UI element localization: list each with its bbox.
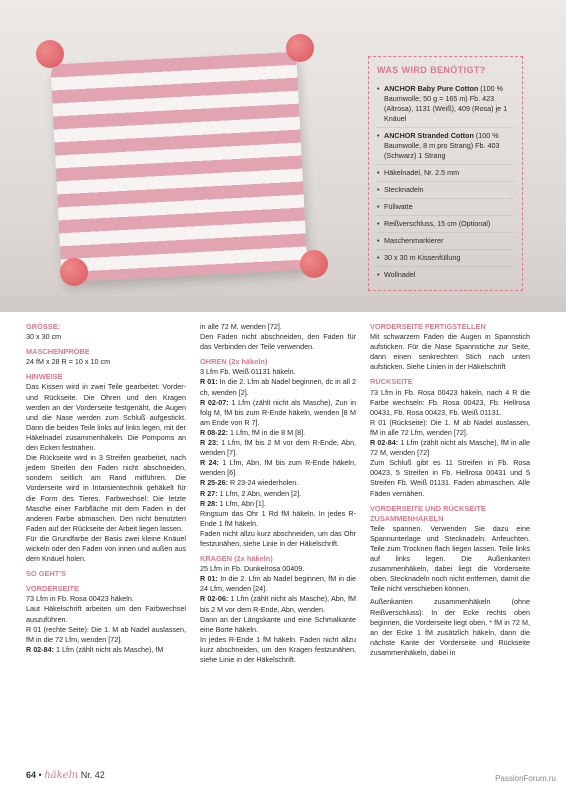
row-label: R 02-84:	[26, 644, 54, 654]
material-text: (100 % Baumwolle, 8 m pro Strang) Fb. 403 (Schwarz) 1 Strang	[384, 131, 500, 160]
front-heading: VORDERSEITE	[26, 584, 79, 594]
row-label: R 27:	[200, 488, 218, 498]
ears-row-3	[200, 428, 356, 438]
row-text: R 23-24 wiederholen.	[227, 478, 299, 488]
material-item	[377, 250, 514, 267]
size-text: 30 x 30 cm	[26, 332, 62, 342]
collar-text-2: Dann an der Längskante und eine Schmalkante eine Borte häkeln.	[200, 614, 356, 634]
gauge-heading: MASCHENPROBE	[26, 347, 90, 357]
row-text: 1 Lfm (zählt nicht als Masche), Abn, fM bis 2 M vor dem R-Ende, Abn, wenden.	[200, 594, 356, 614]
material-text: Wollnadel	[384, 270, 416, 279]
row-label: R 01:	[200, 574, 218, 584]
row-text: 1 Lfm, 2 Abn, wenden [2].	[217, 488, 302, 498]
collar-row-1	[200, 574, 356, 594]
material-item	[377, 267, 514, 283]
ears-row-1	[200, 377, 356, 397]
material-item	[377, 216, 514, 233]
collar-text-3: In jedes R-Ende 1 fM häkeln. Faden nicht allzu kurz abschneiden, um den Kragen festzunähen, siehe Linie in der Häkelschrift.	[200, 634, 356, 664]
row-label: R 02-07:	[200, 397, 229, 407]
row-label: R 24:	[200, 458, 219, 468]
howto-heading: SO GEHT'S	[26, 569, 66, 579]
pompom-top-right	[286, 34, 314, 62]
material-text: Häkelnadel, Nr. 2.5 mm	[384, 168, 460, 177]
notes-text-2: Die Rückseite wird in 3 Streifen gearbeitet, nach jedem Streifen den Faden nicht abschneiden, sondern seitlich am Rand mitführen. Die Vorderseite wird in Intarsientechnik gehäkelt für die Form des Tieres. Farbwechsel: Die letzte Masche einer Farbfläche mit dem Faden in der anderen Farbe abmaschen. Den nicht benutzten Faden auf der Rückseite der Arbeit liegen lassen.	[26, 453, 186, 533]
material-text: Maschenmarkierer	[384, 236, 444, 245]
finish-front-heading: VORDERSEITE FERTIGSTELLEN	[370, 322, 486, 331]
ears-text-1: 3 Lfm Fb. Weiß 01131 häkeln.	[200, 367, 296, 377]
material-text: 30 x 30 m Kissenfüllung	[384, 253, 461, 262]
row-text: 1 Lfm (zählt nicht als Masche), fM	[53, 644, 164, 654]
materials-list	[377, 81, 514, 283]
column-2	[200, 322, 356, 665]
ears-text-2: Ringsum das Ohr 1 Rd fM häkeln. In jedes R-Ende 1 fM häkeln.	[200, 508, 356, 528]
join-text-2: Außenkanten zusammenhäkeln (ohne Reißverschluss): In der Ecke rechts oben beginnen, die Vorderseite liegt oben, * fM in 72 M, an der Ecke 1 fM zusätzlich häkeln, dann die nächste Kante der Vorderseite und Rückseite zusammenhäkeln, dabei in	[370, 597, 530, 657]
notes-text-3: Für die Grundfarbe der Basis zwei kleine Knäuel wickeln oder den Faden von innen und außen aus dem Knäuel holen.	[26, 533, 186, 564]
material-item	[377, 233, 514, 250]
ears-row-4	[200, 438, 356, 458]
material-text: Stecknadeln	[384, 185, 424, 194]
ears-row-5	[200, 458, 356, 478]
ears-row-2	[200, 398, 356, 428]
row-text: 1 Lfm, fM bis 2 M vor dem R-Ende, Abn, wenden [7].	[200, 438, 356, 458]
row-label: R 02-84:	[370, 438, 399, 448]
row-label: R 08-22:	[200, 427, 228, 437]
materials-box	[368, 56, 523, 291]
row-text: 1 Lfm (zählt nicht als Masche), fM in alle 72 M, wenden [72]	[370, 438, 530, 458]
row-label: R 28:	[200, 498, 218, 508]
page-number: 64	[26, 770, 37, 780]
front-cont-1: in alle 72 M, wenden [72].	[200, 322, 282, 331]
row-text: 1 Lfm (zählt nicht als Masche), Zun in folg M, fM bis zum R-Ende häkeln, wenden [8 M am Ende von R 7].	[200, 397, 357, 427]
material-item	[377, 81, 514, 128]
material-item	[377, 199, 514, 216]
ears-row-6	[200, 478, 356, 488]
pompom-bottom-left	[60, 258, 88, 286]
page-footer	[26, 770, 105, 781]
front-text-2: Laut Häkelschrift arbeiten um den Farbwechsel auszuführen.	[26, 604, 186, 624]
ears-row-8	[200, 499, 356, 509]
notes-heading: HINWEISE	[26, 372, 63, 382]
magazine-brand: häkeln	[44, 770, 79, 781]
row-text: 1 Lfm, Abn [1].	[217, 498, 266, 508]
finish-front-text: Mit schwarzem Faden die Augen in Spannstich aufsticken. Für die Nase Spannstiche zur Seite, dann einen senkrechten Stich nach unten aufsticken. Siehe Linien in der Häkelschrift	[370, 332, 530, 372]
front-text-3: R 01 (rechte Seite): Die 1. M ab Nadel auslassen, fM in die 72 Lfm, wenden [72].	[26, 624, 186, 644]
front-text-1: 73 Lfm in Fb. Rosa 00423 häkeln.	[26, 594, 134, 604]
row-label: R 25-26:	[200, 478, 228, 488]
join-heading: VORDERSEITE UND RÜCKSEITE ZUSAMMENHÄKELN	[370, 503, 486, 523]
ears-heading: OHREN (2x häkeln)	[200, 357, 268, 367]
material-item	[377, 182, 514, 199]
collar-text-1: 25 Lfm in Fb. Dunkelrosa 00409.	[200, 564, 305, 574]
front-text-4	[26, 645, 186, 655]
column-1	[26, 322, 186, 655]
material-text: Reißverschluss, 15 cm (Optional)	[384, 219, 491, 228]
row-label: R 02-06:	[200, 594, 229, 604]
notes-text-1: Das Kissen wird in zwei Teile gearbeitet: Vorder- und Rückseite. Die Ohren und den Kragen werden an der Vorderseite festgenäht, die Augen und die Nase werden zum Schluß aufgestickt. Dann die beiden Teile links auf links legen, mit der Häkelnadel zusammenhäkeln. Die Pompoms an den Ecken festnähen.	[26, 382, 186, 453]
material-text: Füllwatte	[384, 202, 413, 211]
collar-row-2	[200, 594, 356, 614]
column-3	[370, 322, 530, 658]
row-text: 1 Lfm, Abn, fM bis zum R-Ende häkeln, wenden [6].	[200, 458, 356, 478]
pompom-top-left	[36, 40, 64, 68]
row-text: In die 2. Lfm ab Nadel beginnen, fM in die 24 Lfm, wenden [24].	[200, 574, 356, 594]
footer-separator: •	[38, 770, 42, 780]
ears-text-3: Faden nicht allzu kurz abschneiden, um das Ohr festzunähen, siehe Linie in der Häkelschrift.	[200, 528, 356, 548]
row-text: 1 Lfm, fM in die 8 M [8].	[227, 427, 306, 437]
back-heading: RÜCKSEITE	[370, 377, 413, 387]
ears-row-7	[200, 489, 356, 499]
row-label: R 01:	[200, 377, 218, 387]
materials-title: WAS WIRD BENÖTIGT?	[377, 65, 486, 75]
watermark: PassionForum.ru	[495, 774, 556, 783]
gauge-text: 24 fM x 28 R = 10 x 10 cm	[26, 357, 111, 367]
material-brand: ANCHOR Baby Pure Cotton	[384, 84, 479, 93]
row-label: R 23:	[200, 438, 219, 448]
issue-number: Nr. 42	[80, 770, 105, 780]
material-item	[377, 128, 514, 165]
material-text: (100 % Baumwolle; 50 g = 165 m) Fb. 423 (Altrosa), 1131 (Weiß), 409 (Rosa) je 1 Knäuel	[384, 84, 508, 123]
back-text-2: R 01 (Rückseite): Die 1. M ab Nadel auslassen, fM in alle 72 Lfm, wenden [72].	[370, 417, 530, 437]
front-cont-2: Den Faden nicht abschneiden, den Faden für das Verbinden der Teile verwenden.	[200, 332, 356, 352]
striped-pillow	[50, 52, 307, 283]
size-heading: GRÖSSE:	[26, 322, 61, 331]
back-text-3: Zum Schluß gibt es 11 Streifen in Fb. Rosa 00423, 5 Streifen in Fb. Hellrosa 00431 und 5 Streifen Fb. Weiß 01131. Faden abmaschen. Alle Fäden vernähen.	[370, 458, 530, 498]
back-text-1: 73 Lfm in Fb. Rosa 00423 häkeln, nach 4 R die Farbe wechseln: Fb. Rosa 00423, Fb. Hellrosa 00431, Fb. Rosa 00423, Fb. Weiß 01131.	[370, 387, 530, 417]
collar-heading: KRAGEN (2x häkeln)	[200, 554, 273, 564]
back-row	[370, 438, 530, 458]
material-item	[377, 165, 514, 182]
pompom-bottom-right	[300, 250, 328, 278]
material-brand: ANCHOR Stranded Cotton	[384, 131, 474, 140]
join-text-1: Teile spannen. Verwenden Sie dazu eine Spannunterlage und Stecknadeln. Anfeuchten. Teile zum Trocknen flach liegen lassen. Teile links auf links legen. Die Außenkanten zusammenhäkeln, dabei liegt die Vorderseite oben. Stecknadeln noch nicht entfernen, damit die Teile nicht verschieben können.	[370, 523, 530, 594]
row-text: In die 2. Lfm ab Nadel beginnen, dc in all 2 ch, wenden [2].	[200, 377, 356, 397]
